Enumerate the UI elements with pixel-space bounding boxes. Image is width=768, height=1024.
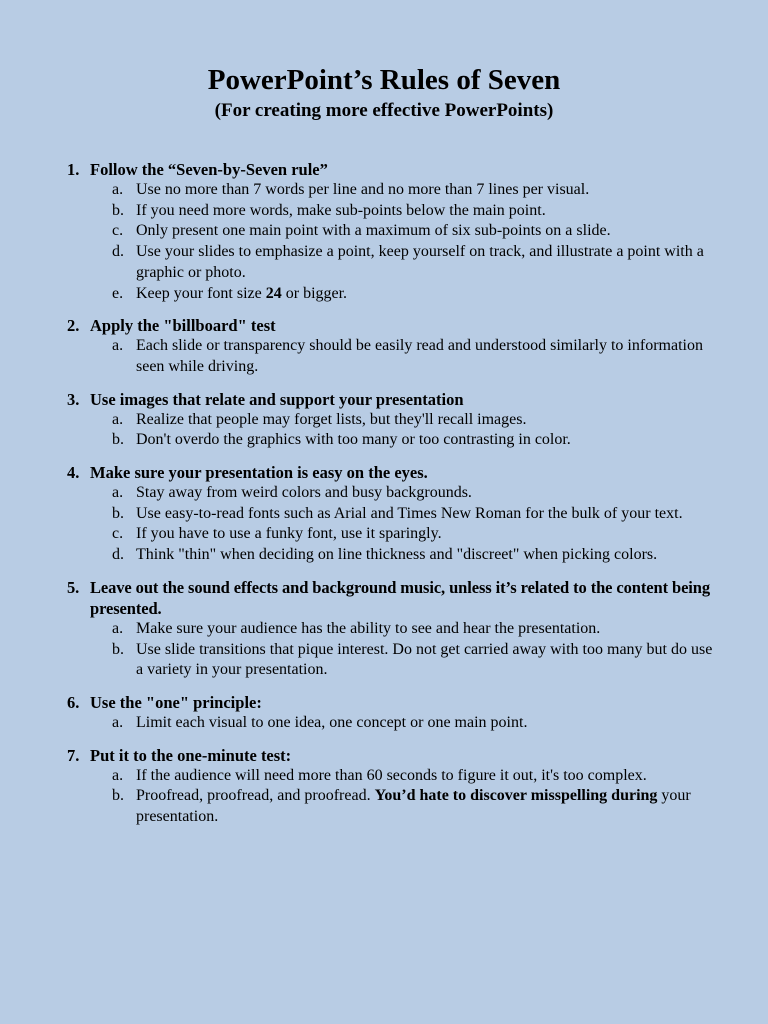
item-letter: b. (112, 201, 124, 219)
rule-item (0, 713, 768, 734)
page-subtitle: (For creating more effective PowerPoints) (214, 100, 554, 121)
item-text: Stay away from weird colors and busy backgrounds. (136, 484, 472, 502)
rule-items (0, 619, 768, 681)
rule-items (0, 483, 768, 566)
item-letter: a. (112, 410, 124, 428)
item-letter: a. (112, 713, 124, 731)
rule-item (0, 524, 768, 545)
rule-heading (0, 389, 768, 410)
item-letter: a. (112, 619, 124, 637)
page-title: PowerPoint’s Rules of Seven (207, 64, 561, 96)
item-text-after: your presentation. (136, 787, 691, 826)
rule-section (0, 745, 768, 828)
rule-section (0, 462, 768, 566)
item-text: If you have to use a funky font, use it sparingly. (136, 525, 442, 543)
item-letter: b. (112, 431, 124, 449)
item-text: Use your slides to emphasize a point, keep yourself on track, and illustrate a point with a graphic or photo. (136, 243, 704, 281)
item-text: Limit each visual to one idea, one concept or one main point. (136, 713, 528, 731)
rule-item (0, 619, 768, 640)
rule-heading (0, 692, 768, 713)
emphasis-text: You’d hate to discover misspelling during (374, 787, 658, 805)
item-text: Use easy-to-read fonts such as Arial and Times New Roman for the bulk of your text. (136, 504, 683, 522)
rule-heading-text: Make sure your presentation is easy on the eyes. (90, 463, 428, 483)
rule-heading-text: Apply the "billboard" test (90, 316, 276, 336)
rule-number: 4. (67, 463, 80, 483)
rule-items (0, 180, 768, 304)
item-letter: b. (112, 640, 124, 658)
item-text: If you need more words, make sub-points below the main point. (136, 201, 546, 219)
rule-section (0, 389, 768, 451)
item-letter: c. (112, 525, 124, 543)
item-letter: a. (112, 766, 124, 784)
rule-number: 7. (67, 745, 80, 765)
rule-item (0, 504, 768, 525)
item-letter: b. (112, 504, 124, 522)
font-size-value: 24 (265, 284, 282, 302)
item-letter: d. (112, 546, 124, 564)
rule-item (0, 242, 768, 283)
rule-heading-text: Put it to the one-minute test: (90, 745, 292, 765)
item-letter: b. (112, 787, 124, 805)
item-text: Use slide transitions that pique interest. Do not get carried away with too many but do use a variety in your presentation. (136, 640, 713, 679)
rule-heading-text: Follow the “Seven-by-Seven rule” (90, 160, 328, 179)
rule-number: 3. (67, 389, 80, 409)
rule-heading-text: Use the "one" principle: (90, 692, 262, 712)
rule-number: 2. (67, 316, 80, 336)
item-letter: e. (112, 284, 124, 302)
rule-items (0, 713, 768, 734)
rule-heading (0, 315, 768, 336)
item-text: Only present one main point with a maximum of six sub-points on a slide. (136, 222, 611, 240)
item-text: If the audience will need more than 60 seconds to figure it out, it's too complex. (136, 766, 647, 784)
item-text-before: Keep your font size (136, 284, 266, 302)
rule-item (0, 786, 768, 827)
rule-item (0, 201, 768, 222)
rule-item (0, 180, 768, 201)
item-text: Think "thin" when deciding on line thickness and "discreet" when picking colors. (136, 546, 658, 564)
rule-items (0, 766, 768, 828)
rule-section (0, 315, 768, 377)
rule-heading (0, 745, 768, 766)
rule-number: 6. (67, 692, 80, 712)
item-text: Use no more than 7 words per line and no more than 7 lines per visual. (136, 181, 590, 198)
item-letter: a. (112, 181, 124, 198)
rule-section (0, 577, 768, 681)
rule-heading (0, 462, 768, 483)
item-text: Realize that people may forget lists, but they'll recall images. (136, 410, 527, 428)
rule-heading-text: Leave out the sound effects and background music, unless it’s related to the content being presented. (90, 577, 711, 618)
rule-number: 5. (67, 577, 80, 597)
item-letter: d. (112, 243, 124, 261)
rule-item (0, 221, 768, 242)
item-text: Make sure your audience has the ability to see and hear the presentation. (136, 619, 601, 637)
rule-item (0, 640, 768, 681)
rule-item (0, 545, 768, 566)
rule-item (0, 483, 768, 504)
rule-heading-text: Use images that relate and support your presentation (90, 389, 464, 409)
rule-item (0, 430, 768, 451)
rule-item (0, 766, 768, 787)
rule-item (0, 410, 768, 431)
rule-section (0, 159, 768, 304)
item-text-after: or bigger. (281, 284, 348, 302)
item-text: Don't overdo the graphics with too many or too contrasting in color. (136, 431, 571, 449)
rule-item (0, 284, 768, 305)
rule-heading (0, 577, 768, 619)
rule-item (0, 336, 768, 377)
rule-heading (0, 159, 768, 180)
item-text-before: Proofread, proofread, and proofread. (136, 787, 375, 805)
item-letter: c. (112, 222, 124, 240)
rule-section (0, 692, 768, 734)
rule-number: 1. (67, 160, 80, 179)
item-text: Each slide or transparency should be easily read and understood similarly to information seen while driving. (136, 337, 703, 375)
rule-items (0, 336, 768, 377)
rules-list (0, 159, 768, 839)
item-letter: a. (112, 337, 124, 355)
rule-items (0, 410, 768, 451)
item-letter: a. (112, 484, 124, 502)
